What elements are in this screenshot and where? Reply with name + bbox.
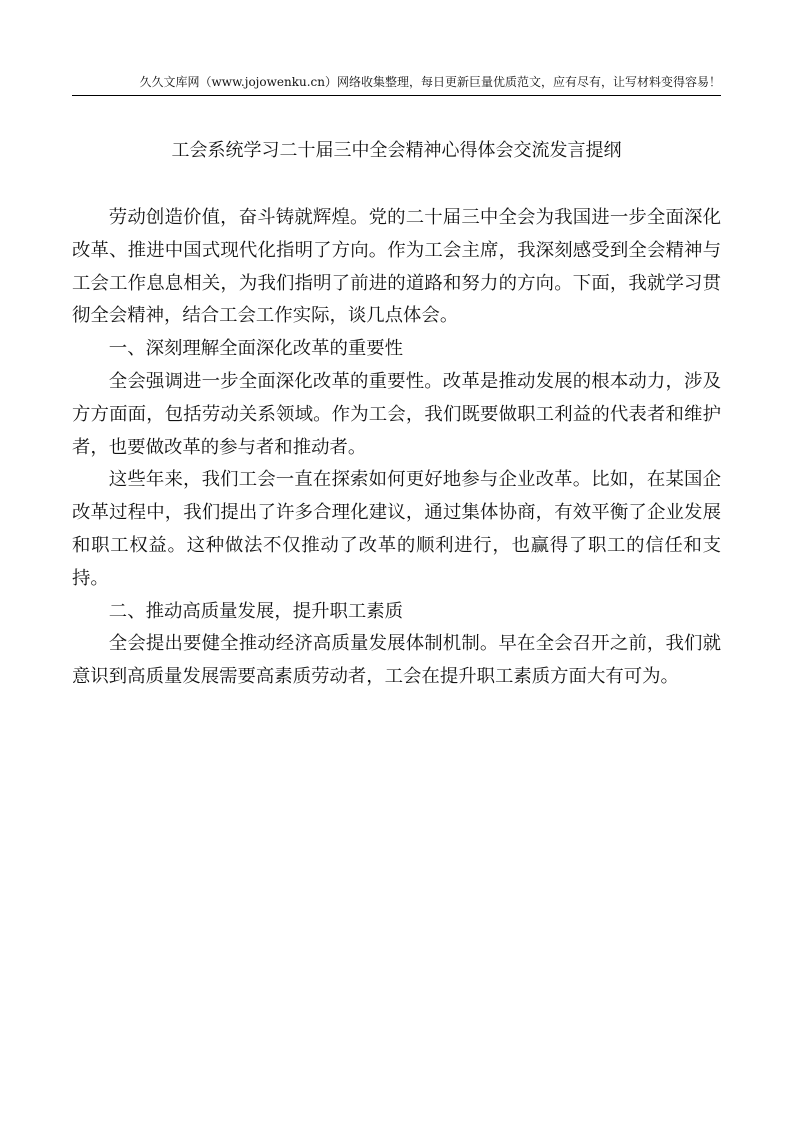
section-heading-2: 二、推动高质量发展，提升职工素质 <box>108 600 404 622</box>
body-paragraph: 全会提出要健全推动经济高质量发展体制机制。早在全会召开之前，我们就意识到高质量发展需要高素质劳动者，工会在提升职工素质方面大有可为。 <box>72 633 721 688</box>
header-divider <box>72 95 721 96</box>
page-header-text: 久久文库网（www.jojowenku.cn）网络收集整理，每日更新巨量优质范文，应有尽有，让写材料变得容易！ <box>139 75 721 89</box>
body-paragraph: 全会强调进一步全面深化改革的重要性。改革是推动发展的根本动力，涉及方方面面，包括劳动关系领域。作为工会，我们既要做职工利益的代表者和维护者，也要做改革的参与者和推动者。 <box>72 370 721 458</box>
intro-paragraph: 劳动创造价值，奋斗铸就辉煌。党的二十届三中全会为我国进一步全面深化改革、推进中国式现代化指明了方向。作为工会主席，我深刻感受到全会精神与工会工作息息相关，为我们指明了前进的道路和努力的方向。下面，我就学习贯彻全会精神，结合工会工作实际，谈几点体会。 <box>72 207 721 327</box>
document-title: 工会系统学习二十届三中全会精神心得体会交流发言提纲 <box>171 140 622 161</box>
section-heading-1: 一、深刻理解全面深化改革的重要性 <box>108 338 404 360</box>
body-paragraph: 这些年来，我们工会一直在探索如何更好地参与企业改革。比如，在某国企改革过程中，我们提出了许多合理化建议，通过集体协商，有效平衡了企业发展和职工权益。这种做法不仅推动了改革的顺利进行，也赢得了职工的信任和支持。 <box>72 469 721 589</box>
document-body <box>72 202 721 694</box>
